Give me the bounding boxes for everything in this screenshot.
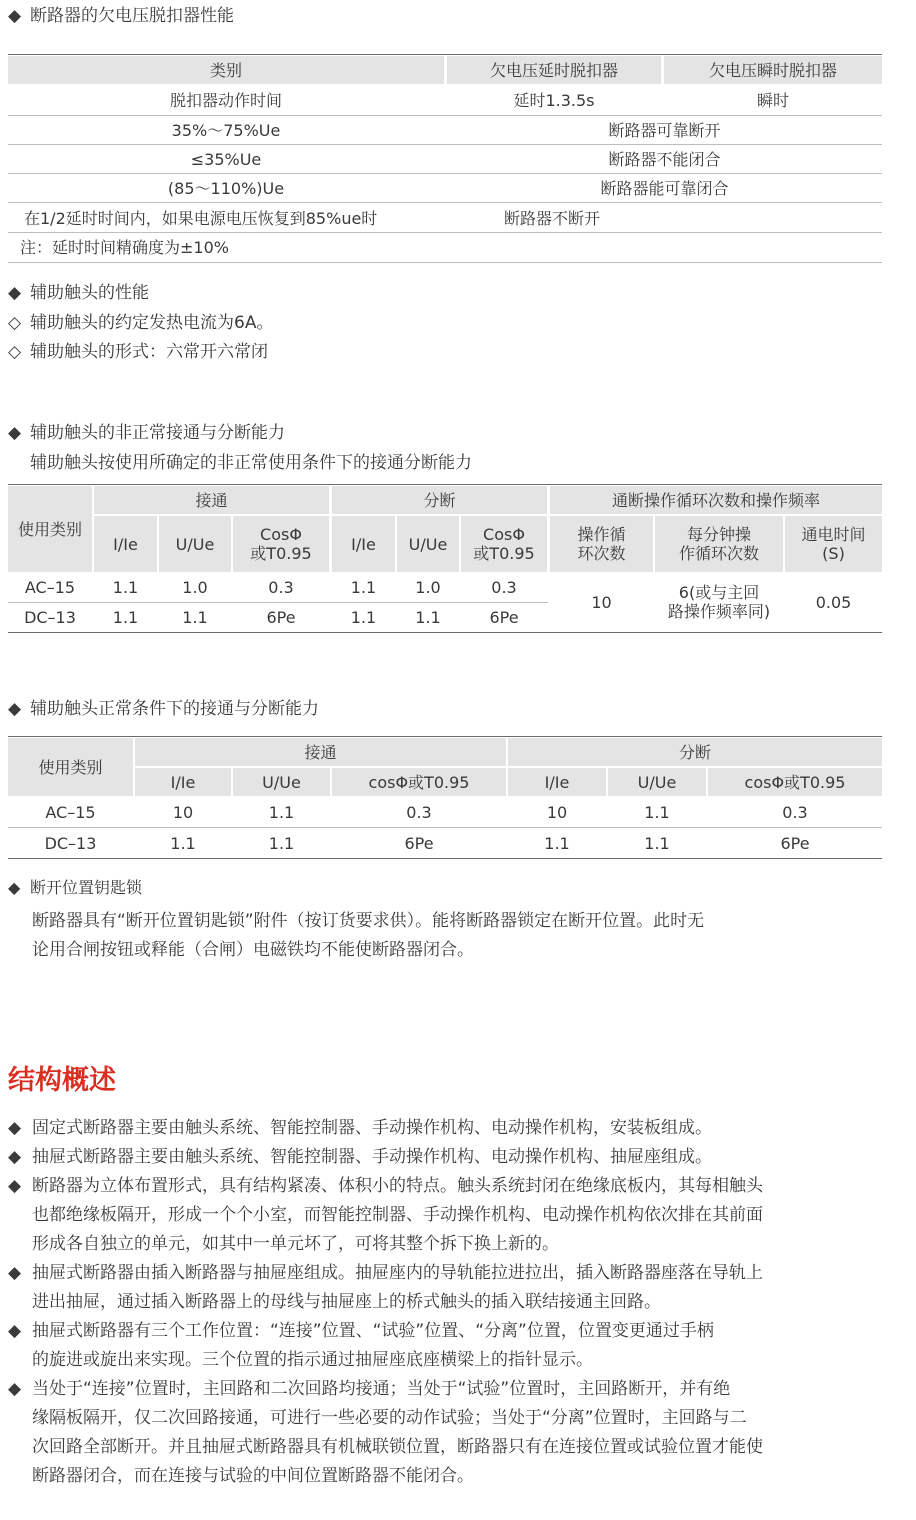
table-cell: 1.1	[112, 577, 139, 597]
table-cell: 1.1	[268, 802, 295, 822]
diamond-icon: ◆	[8, 1321, 22, 1341]
heading-text: 断路器的欠电压脱扣器性能	[30, 6, 234, 26]
heading-text: 断开位置钥匙锁	[30, 878, 143, 897]
paragraph-line: 论用合闸按钮或释能（合闸）电磁铁均不能使断路器闭合。	[32, 940, 474, 960]
cell-text: 路操作频率同)	[667, 602, 771, 621]
diamond-icon: ◆	[8, 1379, 22, 1399]
table-cell: 0.3	[268, 577, 294, 597]
table-cell: 6Pe	[266, 607, 296, 627]
table-cell: 1.1	[415, 607, 441, 627]
table-cell: 1.1	[544, 833, 570, 853]
table-header: 分断	[332, 486, 547, 514]
table-cell: 1.1	[182, 607, 208, 627]
table-cell: 1.1	[644, 833, 670, 853]
header-text: (S)	[822, 544, 845, 563]
list-item-line: 也都绝缘板隔开，形成一个个小室，而智能控制器、手动操作机构、电动操作机构依次排在其前面	[32, 1205, 763, 1225]
table-header: 使用类别	[8, 486, 92, 572]
table-cell: AC–15	[24, 577, 76, 597]
table-header	[159, 516, 231, 572]
table-cell: 断路器不断开	[503, 208, 600, 228]
list-item	[8, 1114, 898, 1143]
list-item	[8, 1317, 898, 1375]
list-item-line: 的旋进或旋出来实现。三个位置的指示通过抽屉座底座横梁上的指针显示。	[32, 1350, 593, 1370]
list-item-line: 抽屉式断路器有三个工作位置：“连接”位置、“试验”位置、“分离”位置，位置变更通过手柄	[32, 1321, 714, 1341]
table-cell: 6Pe	[780, 833, 810, 853]
header-text: 环次数	[577, 544, 626, 563]
table-note: 注：延时时间精确度为±10%	[20, 237, 229, 257]
header-text: 每分钟操	[686, 525, 751, 544]
heading-text: 辅助触头的性能	[30, 283, 149, 303]
header-text: 作循环次数	[678, 544, 759, 563]
diamond-icon: ◆	[8, 1176, 22, 1196]
table-header: U/Ue	[233, 768, 330, 796]
table-cell: 1.1	[112, 607, 139, 627]
table-cell: 在1/2延时时间内，如果电源电压恢复到85%ue时	[24, 208, 378, 228]
list-item-line: 次回路全部断开。并且抽屉式断路器具有机械联锁位置，断路器只有在连接位置或试验位置才能使	[32, 1437, 763, 1457]
paragraph-line: 断路器具有“断开位置钥匙锁”附件（按订货要求供）。能将断路器锁定在断开位置。此时无	[32, 911, 705, 931]
diamond-icon: ◆	[8, 283, 22, 303]
table-header	[332, 516, 395, 572]
diamond-icon: ◆	[8, 6, 22, 26]
header-text: I/Ie	[351, 534, 376, 554]
header-text: I/Ie	[113, 534, 138, 554]
structure-title: 结构概述	[8, 1065, 116, 1096]
table-cell: 1.0	[182, 577, 208, 597]
table-header	[233, 516, 329, 572]
list-item	[8, 1259, 898, 1317]
table-header	[94, 516, 157, 572]
header-text: 或T0.95	[473, 544, 535, 563]
table-cell: 1.1	[644, 802, 670, 822]
table-cell: 断路器能可靠闭合	[600, 178, 729, 198]
table-header	[785, 516, 882, 572]
list-item	[8, 1143, 898, 1172]
table-cell: 0.3	[491, 577, 517, 597]
table-cell: 10	[591, 592, 612, 612]
header-text: CosΦ	[483, 525, 525, 544]
table-cell: 35%～75%Ue	[171, 120, 281, 140]
table-cell: (85～110%)Ue	[167, 178, 285, 198]
section-heading-key-lock	[8, 876, 142, 900]
table-header: I/Ie	[508, 768, 606, 796]
key-lock-paragraph	[32, 907, 902, 965]
open-diamond-icon: ◇	[8, 342, 22, 362]
section-heading-abnormal-capacity	[8, 421, 285, 445]
diamond-icon: ◆	[8, 878, 21, 897]
list-item-text: 辅助触头的约定发热电流为6A。	[30, 313, 274, 333]
table-cell: AC–15	[45, 802, 96, 822]
list-item-line: 进出抽屉，通过插入断路器上的母线与抽屉座上的桥式触头的插入联结接通主回路。	[32, 1292, 661, 1312]
table-cell: 10	[546, 802, 568, 822]
table-header: U/Ue	[608, 768, 706, 796]
table-cell: 1.1	[268, 833, 295, 853]
table-cell: 延时1.3.5s	[513, 90, 595, 110]
header-text: 操作循	[577, 525, 626, 544]
table-header	[461, 516, 547, 572]
table-header: 通断操作循环次数和操作频率	[550, 486, 882, 514]
list-item-line: 断路器为立体布置形式，具有结构紧凑、体积小的特点。触头系统封闭在绝缘底板内，其每相触头	[32, 1176, 763, 1196]
list-item	[8, 311, 273, 335]
table-header	[550, 516, 653, 572]
table-cell: 0.3	[406, 802, 432, 822]
section-heading-aux-performance	[8, 281, 149, 305]
table-cell: 1.1	[170, 833, 196, 853]
list-item-line: 固定式断路器主要由触头系统、智能控制器、手动操作机构、电动操作机构，安装板组成。	[32, 1118, 712, 1138]
table-header: 使用类别	[8, 738, 133, 796]
table-header: 接通	[94, 486, 329, 514]
table-header	[655, 516, 783, 572]
list-item	[8, 340, 268, 364]
diamond-icon: ◆	[8, 1147, 22, 1167]
section-heading-undervoltage	[8, 4, 234, 28]
section-subtitle: 辅助触头按使用所确定的非正常使用条件下的接通分断能力	[30, 453, 472, 473]
header-text: CosΦ	[260, 525, 302, 544]
list-item-line: 当处于“连接”位置时，主回路和二次回路均接通；当处于“试验”位置时，主回路断开，并有绝	[32, 1379, 731, 1399]
heading-text: 辅助触头的非正常接通与分断能力	[30, 423, 285, 443]
table-header: 分断	[508, 738, 882, 766]
table-cell: 1.0	[415, 577, 441, 597]
table-cell: DC–13	[44, 833, 97, 853]
list-item	[8, 1375, 898, 1491]
table-header: 欠电压延时脱扣器	[447, 56, 661, 84]
structure-list	[8, 1114, 898, 1491]
table-cell: 1.1	[350, 607, 377, 627]
table-cell: ≤35%Ue	[190, 149, 262, 169]
list-item-line: 形成各自独立的单元，如其中一单元坏了，可将其整个拆下换上新的。	[32, 1234, 559, 1254]
table-header	[397, 516, 459, 572]
header-text: 或T0.95	[250, 544, 312, 563]
list-item-line: 抽屉式断路器由插入断路器与抽屉座组成。抽屉座内的导轨能拉进拉出，插入断路器座落在导轨上	[32, 1263, 763, 1283]
diamond-icon: ◆	[8, 699, 22, 719]
table-cell: 6Pe	[489, 607, 519, 627]
table-cell: 1.1	[350, 577, 377, 597]
table-cell: 0.3	[782, 802, 808, 822]
table-header: 接通	[135, 738, 506, 766]
table-header: cosΦ或T0.95	[708, 768, 882, 796]
list-item-line: 抽屉式断路器主要由触头系统、智能控制器、手动操作机构、电动操作机构、抽屉座组成。	[32, 1147, 712, 1167]
table-cell: 脱扣器动作时间	[169, 90, 282, 110]
table-cell: 断路器不能闭合	[608, 149, 721, 169]
table-header: 类别	[8, 56, 444, 84]
table-cell: DC–13	[24, 607, 76, 627]
heading-text: 辅助触头正常条件下的接通与分断能力	[30, 699, 319, 719]
list-item-line: 缘隔板隔开，仅二次回路接通，可进行一些必要的动作试验；当处于“分离”位置时，主回路与二	[32, 1408, 747, 1428]
open-diamond-icon: ◇	[8, 313, 22, 333]
table-header: cosΦ或T0.95	[332, 768, 506, 796]
table-cell: 瞬时	[756, 90, 789, 110]
list-item-text: 辅助触头的形式：六常开六常闭	[30, 342, 268, 362]
diamond-icon: ◆	[8, 1118, 22, 1138]
table-cell: 6Pe	[404, 833, 434, 853]
cell-text: 6(或与主回	[678, 583, 760, 602]
list-item-line: 断路器闭合，而在连接与试验的中间位置断路器不能闭合。	[32, 1466, 474, 1486]
list-item	[8, 1172, 898, 1259]
header-text: U/Ue	[175, 534, 215, 554]
diamond-icon: ◆	[8, 423, 22, 443]
header-text: U/Ue	[408, 534, 448, 554]
table-cell: 0.05	[815, 592, 852, 612]
table-header: I/Ie	[135, 768, 231, 796]
table-header: 欠电压瞬时脱扣器	[664, 56, 882, 84]
table-cell: 断路器可靠断开	[608, 120, 721, 140]
table-cell: 10	[172, 802, 194, 822]
header-text: 通电时间	[801, 525, 866, 544]
section-heading-normal-capacity	[8, 697, 319, 721]
diamond-icon: ◆	[8, 1263, 22, 1283]
table-cell	[655, 573, 783, 631]
